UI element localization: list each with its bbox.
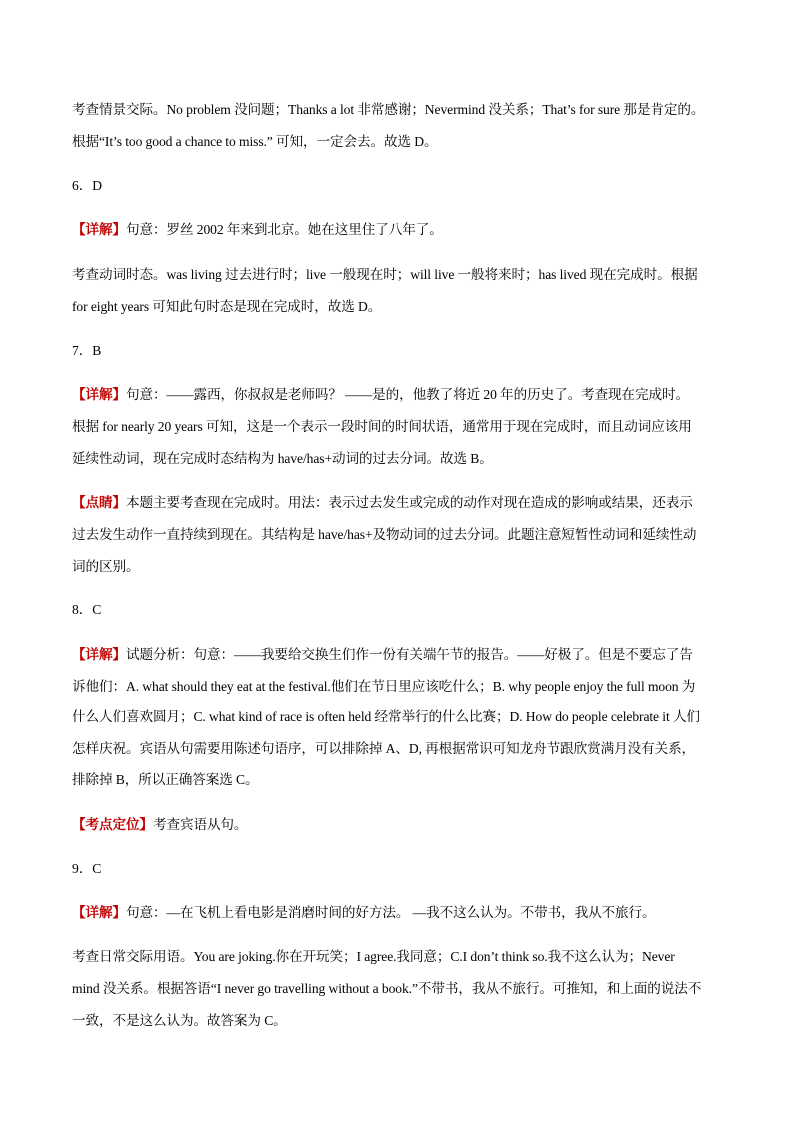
paragraph-line: 根据 for nearly 20 years 可知，这是一个表示一段时间的时间状语，通常用于现在完成时，而且动词应该用 — [72, 419, 692, 434]
detail-line: 【详解】试题分析：句意：——我要给交换生们作一份有关端午节的报告。——好极了。但是不要忘了告 — [72, 647, 693, 662]
paragraph-line: 排除掉 B，所以正确答案选 C。 — [72, 772, 259, 787]
paragraph-line: 过去发生动作一直持续到现在。其结构是 have/has+及物动词的过去分词。此题注意短暂性动词和延续性动 — [72, 527, 697, 542]
answer-number: 8．C — [72, 602, 102, 617]
answer-number: 9．C — [72, 861, 102, 876]
detail-tag: 【详解】 — [72, 222, 126, 237]
paragraph-line: 根据“It’s too good a chance to miss.” 可知，一定会去。故选 D。 — [72, 134, 438, 149]
paragraph-line: mind 没关系。根据答语“I never go travelling without a book.”不带书，我从不旅行。可推知，和上面的说法不 — [72, 981, 702, 996]
paragraph-line: 怎样庆祝。宾语从句需要用陈述句语序，可以排除掉 A、D, 再根据常识可知龙舟节跟欣赏满月没有关系， — [72, 741, 696, 756]
paragraph-line: 什么人们喜欢圆月；C. what kind of race is often held 经常举行的什么比赛；D. How do people celebrate it 人们 — [72, 709, 700, 724]
detail-line: 【详解】句意：罗丝 2002 年来到北京。她在这里住了八年了。 — [72, 222, 443, 237]
answer-number: 7．B — [72, 343, 102, 358]
paragraph-line: 考查动词时态。was living 过去进行时；live 一般现在时；will live 一般将来时；has lived 现在完成时。根据 — [72, 267, 698, 282]
detail-line: 【详解】句意：——露西，你叔叔是老师吗？ ——是的，他教了将近 20 年的历史了。考查现在完成时。 — [72, 387, 690, 402]
keypoint-line: 【考点定位】考查宾语从句。 — [72, 817, 248, 832]
detail-tag: 【详解】 — [72, 647, 126, 662]
detail-tag: 【详解】 — [72, 387, 126, 402]
detail-tag: 【详解】 — [72, 905, 126, 920]
paragraph-line: 考查情景交际。No problem 没问题；Thanks a lot 非常感谢；Nevermind 没关系；That’s for sure 那是肯定的。 — [72, 102, 705, 117]
paragraph-line: for eight years 可知此句时态是现在完成时，故选 D。 — [72, 299, 382, 314]
answer-number: 6．D — [72, 178, 102, 193]
paragraph-line: 一致，不是这么认为。故答案为 C。 — [72, 1013, 287, 1028]
keypoint-tag: 【考点定位】 — [72, 817, 153, 832]
paragraph-line: 词的区别。 — [72, 559, 140, 574]
tip-tag: 【点睛】 — [72, 495, 126, 510]
tip-line: 【点睛】本题主要考查现在完成时。用法：表示过去发生或完成的动作对现在造成的影响或结果，还表示 — [72, 495, 693, 510]
detail-line: 【详解】句意：—在飞机上看电影是消磨时间的好方法。 —我不这么认为。不带书，我从不旅行。 — [72, 905, 656, 920]
paragraph-line: 诉他们：A. what should they eat at the festival.他们在节日里应该吃什么；B. why people enjoy the full moon 为 — [72, 679, 696, 694]
paragraph-line: 考查日常交际用语。You are joking.你在开玩笑；I agree.我同意；C.I don’t think so.我不这么认为；Never — [72, 949, 675, 964]
paragraph-line: 延续性动词，现在完成时态结构为 have/has+动词的过去分词。故选 B。 — [72, 451, 493, 466]
